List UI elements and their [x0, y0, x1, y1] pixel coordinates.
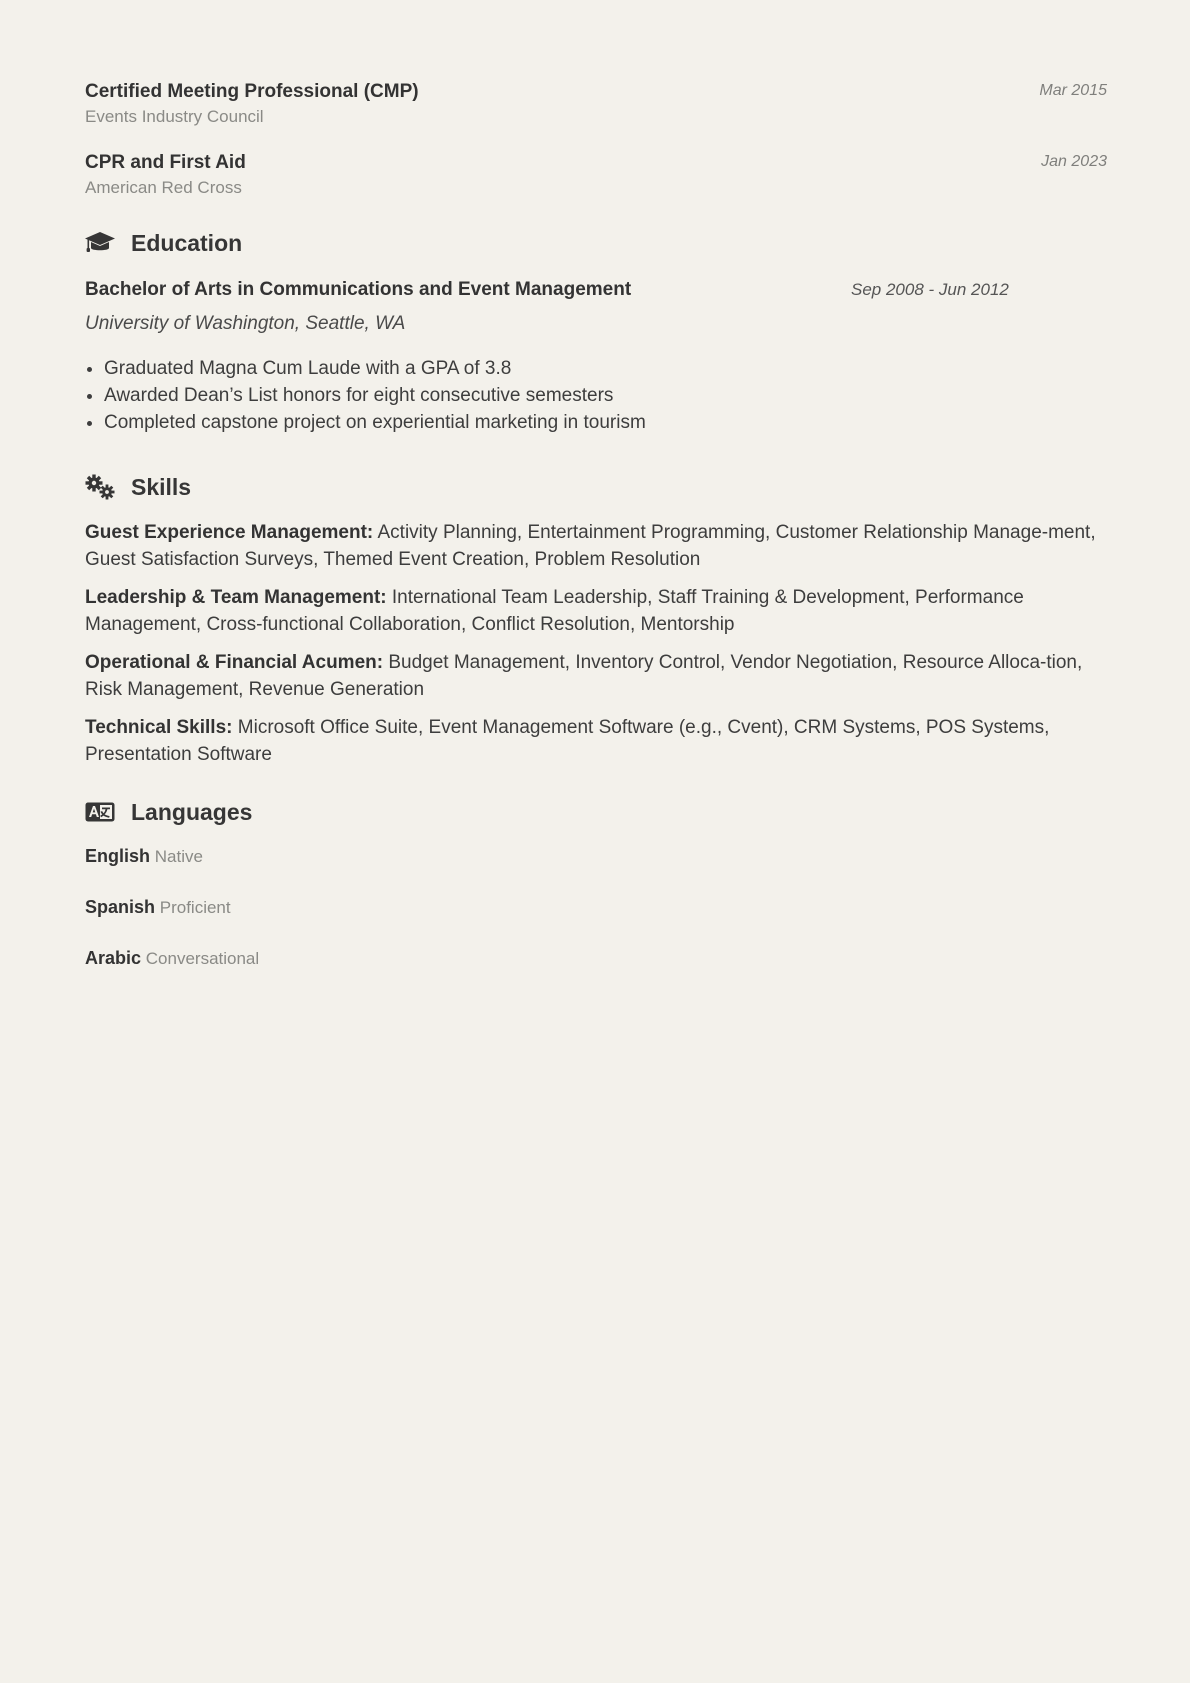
- language-icon: [85, 799, 117, 825]
- section-title: Education: [131, 229, 243, 256]
- skill-values: Activity Planning, Entertainment Programming, Customer Relationship Manage-ment, Guest Satisfaction Surveys, Themed Event Creation, Problem Resolution: [85, 522, 1096, 570]
- language-name: Arabic: [85, 948, 142, 968]
- skills-section: [85, 469, 1107, 768]
- education-section: [85, 225, 1107, 436]
- skill-values: Budget Management, Inventory Control, Vendor Negotiation, Resource Alloca-tion, Risk Management, Revenue Generation: [85, 652, 1083, 700]
- language-entry: [85, 946, 1107, 971]
- languages-list: [85, 844, 1107, 971]
- skills-heading: [85, 469, 1107, 505]
- certification-entry: [85, 78, 1107, 128]
- list-item: Awarded Dean’s List honors for eight consecutive semesters: [85, 382, 1107, 409]
- skill-category: Operational & Financial Acumen:: [85, 652, 384, 673]
- education-heading: [85, 225, 1107, 261]
- resume-page: [85, 78, 1107, 997]
- language-entry: [85, 895, 1107, 920]
- education-entry: [85, 277, 1107, 436]
- school-name: University of Washington, Seattle, WA: [85, 313, 406, 334]
- certification-date: Jan 2023: [1041, 153, 1107, 170]
- skill-category: Technical Skills:: [85, 717, 233, 738]
- language-name: Spanish: [85, 897, 156, 917]
- language-level: Proficient: [159, 898, 231, 917]
- language-entry: [85, 844, 1107, 869]
- degree-title: Bachelor of Arts in Communications and Event Management: [85, 279, 632, 300]
- gears-icon: [85, 474, 117, 500]
- skill-entry: [85, 519, 1105, 573]
- languages-heading: [85, 794, 1107, 830]
- certification-issuer: American Red Cross: [85, 178, 242, 197]
- education-highlights: [85, 355, 1107, 436]
- section-title: Skills: [131, 473, 192, 500]
- section-title: Languages: [131, 798, 253, 825]
- skill-values: Microsoft Office Suite, Event Management Software (e.g., Cvent), CRM Systems, POS Systems, Presentation Software: [85, 717, 1050, 765]
- certification-issuer: Events Industry Council: [85, 107, 264, 126]
- skill-entry: [85, 649, 1105, 703]
- languages-section: [85, 794, 1107, 971]
- certification-title: Certified Meeting Professional (CMP): [85, 81, 419, 102]
- skill-entry: [85, 714, 1105, 768]
- language-level: Conversational: [145, 949, 260, 968]
- skill-category: Guest Experience Management:: [85, 522, 374, 543]
- language-level: Native: [154, 847, 203, 866]
- list-item: Graduated Magna Cum Laude with a GPA of 3.8: [85, 355, 1107, 382]
- education-dates: Sep 2008 - Jun 2012: [851, 280, 1009, 299]
- certification-entry: [85, 149, 1107, 199]
- skill-category: Leadership & Team Management:: [85, 587, 387, 608]
- certification-date: Mar 2015: [1039, 82, 1107, 99]
- certification-title: CPR and First Aid: [85, 152, 246, 173]
- skill-entry: [85, 584, 1105, 638]
- graduation-cap-icon: [85, 230, 117, 256]
- list-item: Completed capstone project on experiential marketing in tourism: [85, 409, 1107, 436]
- skills-list: [85, 519, 1107, 768]
- language-name: English: [85, 846, 151, 866]
- skill-values: International Team Leadership, Staff Training & Development, Performance Management, Cross-functional Collaboration, Conflict Resolution, Mentorship: [85, 587, 1024, 635]
